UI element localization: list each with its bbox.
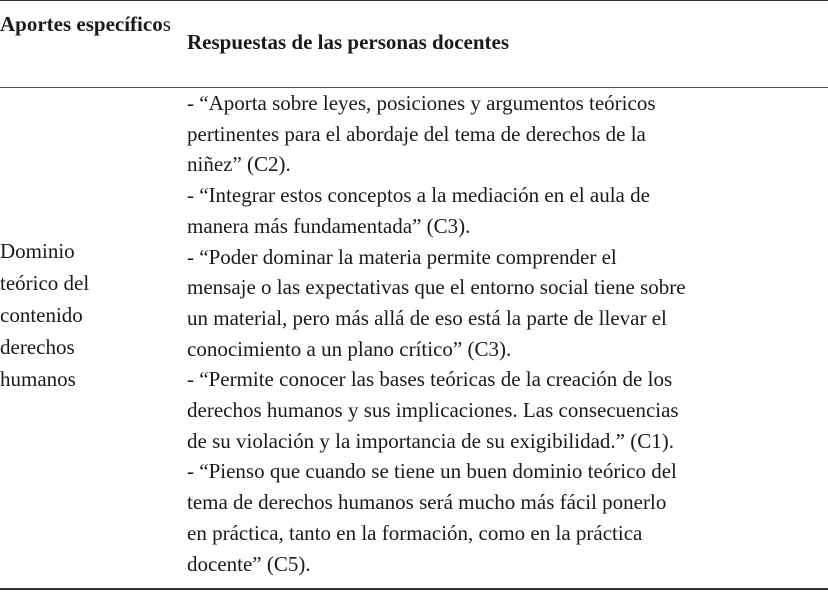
category-line: derechos [0,335,75,359]
category-line: Dominio [0,239,75,263]
header-col1-bold: Aportes específico [0,12,163,36]
responses-cell [187,88,817,579]
category-line: teórico del [0,271,90,295]
response-line: derechos humanos y sus implicaciones. Las consecuencias [187,398,679,423]
response-line: - “Aporta sobre leyes, posiciones y argumentos teóricos [187,91,656,115]
table-top-rule [0,0,828,1]
response-line: - “Permite conocer las bases teóricas de la creación de los [187,367,673,392]
response-line: - “Poder dominar la materia permite comprender el [187,244,617,269]
header-respuestas-docentes: Respuestas de las personas docentes [187,30,510,54]
response-line: un material, pero más allá de eso está la parte de llevar el [187,305,667,330]
response-line: conocimiento a un plano crítico” (C3). [187,336,512,361]
response-line: mensaje o las expectativas que el entorno social tiene sobre [187,275,686,300]
category-line: humanos [0,367,76,391]
category-line: contenido [0,303,83,327]
category-cell [0,235,175,395]
response-line: - “Integrar estos conceptos a la mediación en el aula de [187,183,650,208]
response-line: en práctica, tanto en la formación, como en la práctica [187,520,643,545]
response-line: pertinentes para el abordaje del tema de derechos de la [187,121,646,146]
response-line: manera más fundamentada” (C3). [187,213,471,238]
header-col1-tail: s [162,12,171,36]
table-bottom-rule [0,588,828,590]
response-line: tema de derechos humanos será mucho más fácil ponerlo [187,490,667,515]
response-line: niñez” (C2). [187,152,291,177]
response-line: docente” (C5). [187,551,311,576]
header-aportes-especificos [0,9,175,40]
response-line: de su violación y la importancia de su exigibilidad.” (C1). [187,428,674,453]
response-line: - “Pienso que cuando se tiene un buen dominio teórico del [187,459,677,484]
